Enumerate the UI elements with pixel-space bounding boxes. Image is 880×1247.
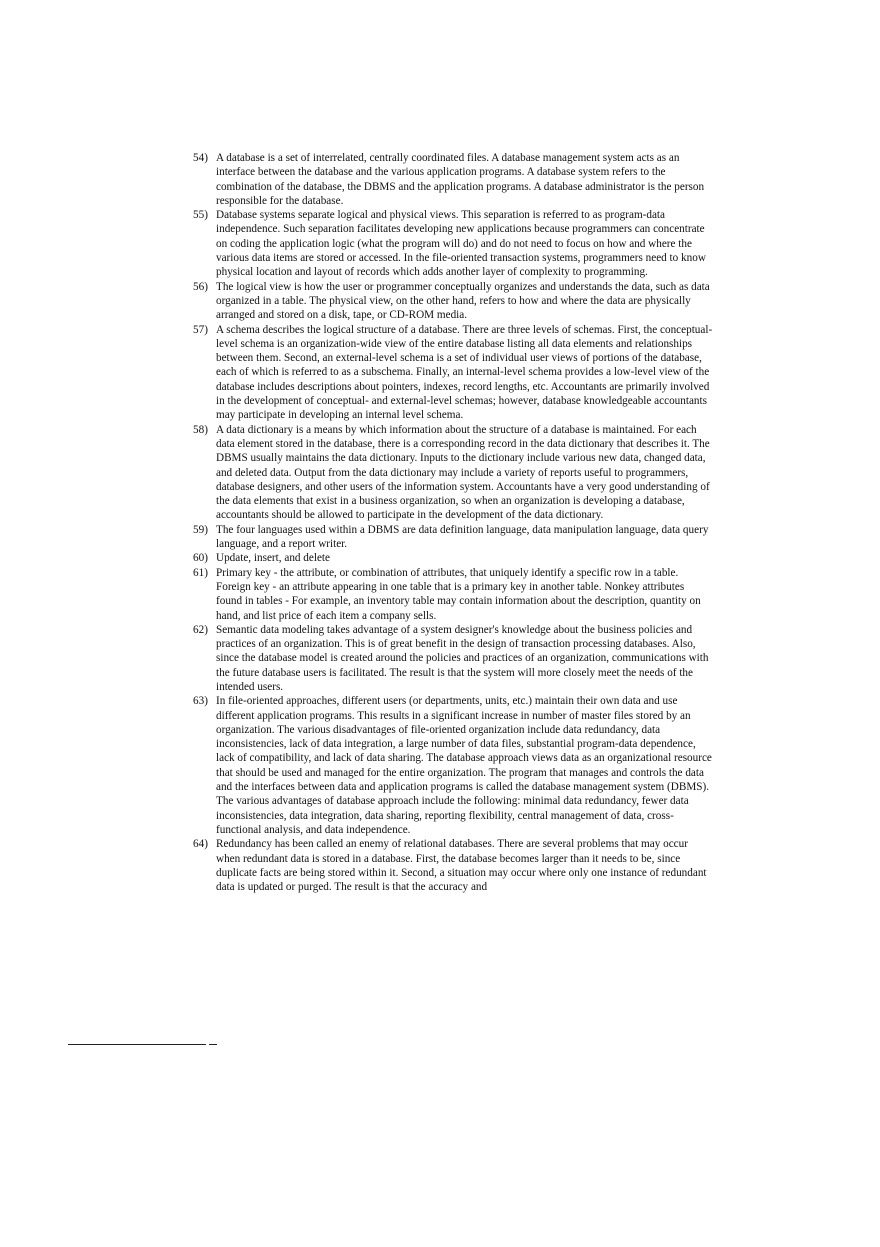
answer-item <box>193 208 713 279</box>
answer-number: 59) <box>193 523 208 536</box>
answer-item <box>193 837 713 894</box>
answer-text: A data dictionary is a means by which information about the structure of a database is maintained. For each data element stored in the database, there is a corresponding record in the data dictionary that describes it. The DBMS usually maintains the data dictionary. Inputs to the dictionary include various new data, changed data, and deleted data. Output from the data dictionary may include a variety of reports useful to programmers, database designers, and other users of the information system. Accountants have a very good understanding of the data elements that exist in a business organization, so when an organization is developing a database, accountants should be allowed to participate in the development of the data dictionary. <box>216 423 710 522</box>
answer-item <box>193 423 713 523</box>
answer-text: Update, insert, and delete <box>216 552 331 565</box>
answer-item <box>193 323 713 423</box>
answer-item <box>193 694 713 837</box>
answer-list <box>193 151 713 894</box>
answer-number: 61) <box>193 566 208 579</box>
answer-number: 64) <box>193 838 208 851</box>
answer-item <box>193 566 713 623</box>
answer-item <box>193 551 713 565</box>
answer-text: The logical view is how the user or programmer conceptually organizes and understands the data, such as data organized in a table. The physical view, on the other hand, refers to how and where the data are physically arranged and stored on a disk, tape, or CD-ROM media. <box>216 280 710 322</box>
answer-text: Redundancy has been called an enemy of relational databases. There are several problems that may occur when redundant data is stored in a database. First, the database becomes larger than it needs to be, since duplicate facts are being stored within it. Second, a situation may occur where only one instance of redundant data is updated or purged. The result is that the accuracy and <box>216 838 707 894</box>
answer-number: 63) <box>193 695 208 708</box>
answer-number: 60) <box>193 552 208 565</box>
answer-number: 55) <box>193 209 208 222</box>
answer-number: 62) <box>193 623 208 636</box>
answer-number: 58) <box>193 423 208 436</box>
footnote-separator <box>68 1044 206 1045</box>
answer-text: Database systems separate logical and physical views. This separation is referred to as program-data independence. Such separation facilitates developing new applications because programmers can concentrate on coding the application logic (what the program will do) and do not need to focus on how and where the various data items are stored or accessed. In the file-oriented transaction systems, programmers need to know physical location and layout of records which adds another layer of complexity to programming. <box>216 209 706 279</box>
answer-item <box>193 623 713 694</box>
answer-item <box>193 523 713 552</box>
answer-text: Primary key - the attribute, or combination of attributes, that uniquely identify a specific row in a table. Foreign key - an attribute appearing in one table that is a primary key in another table. Nonkey attributes found in tables - For example, an inventory table may contain information about the description, quantity on hand, and list price of each item a company sells. <box>216 566 701 622</box>
answer-item <box>193 280 713 323</box>
answer-text: A database is a set of interrelated, centrally coordinated files. A database management system acts as an interface between the database and the various application programs. A database system refers to the combination of the database, the DBMS and the application programs. A database administrator is the person responsible for the database. <box>216 152 705 207</box>
answer-text: Semantic data modeling takes advantage of a system designer's knowledge about the business policies and practices of an organization. This is of great benefit in the design of transaction processing databases. Also, since the database model is created around the policies and practices of an organization, communications with the future database users is facilitated. The result is that the system will more closely meet the needs of the intended users. <box>216 623 709 693</box>
answer-text: A schema describes the logical structure of a database. There are three levels of schemas. First, the conceptual-level schema is an organization-wide view of the entire database listing all data elements and relationships between them. Second, an external-level schema is a set of individual user views of portions of the database, each of which is referred to as a subschema. Finally, an internal-level schema provides a low-level view of the database includes descriptions about pointers, indexes, record lengths, etc. Accountants are primarily involved in the development of conceptual- and external-level schemas; however, database knowledgeable accountants may participate in developing an internal level schema. <box>216 323 713 422</box>
answer-text: In file-oriented approaches, different users (or departments, units, etc.) maintain their own data and use different application programs. This results in a significant increase in number of master files stored by an organization. The various disadvantages of file-oriented organization include data redundancy, data inconsistencies, lack of data integration, a large number of data files, substantial program-data dependence, lack of compatibility, and lack of data sharing. The database approach views data as an organizational resource that should be used and managed for the entire organization. The program that manages and controls the data and the interfaces between data and application programs is called the database management system (DBMS). The various advantages of database approach include the following: minimal data redundancy, fewer data inconsistencies, data integration, data sharing, reporting flexibility, central management of data, cross-functional analysis, and data independence. <box>216 695 712 836</box>
answer-item <box>193 151 713 208</box>
answer-text: The four languages used within a DBMS are data definition language, data manipulation language, data query language, and a report writer. <box>216 523 709 551</box>
footnote-separator-dash <box>209 1044 217 1045</box>
answer-number: 56) <box>193 280 208 293</box>
answer-number: 57) <box>193 323 208 336</box>
answer-number: 54) <box>193 152 208 164</box>
